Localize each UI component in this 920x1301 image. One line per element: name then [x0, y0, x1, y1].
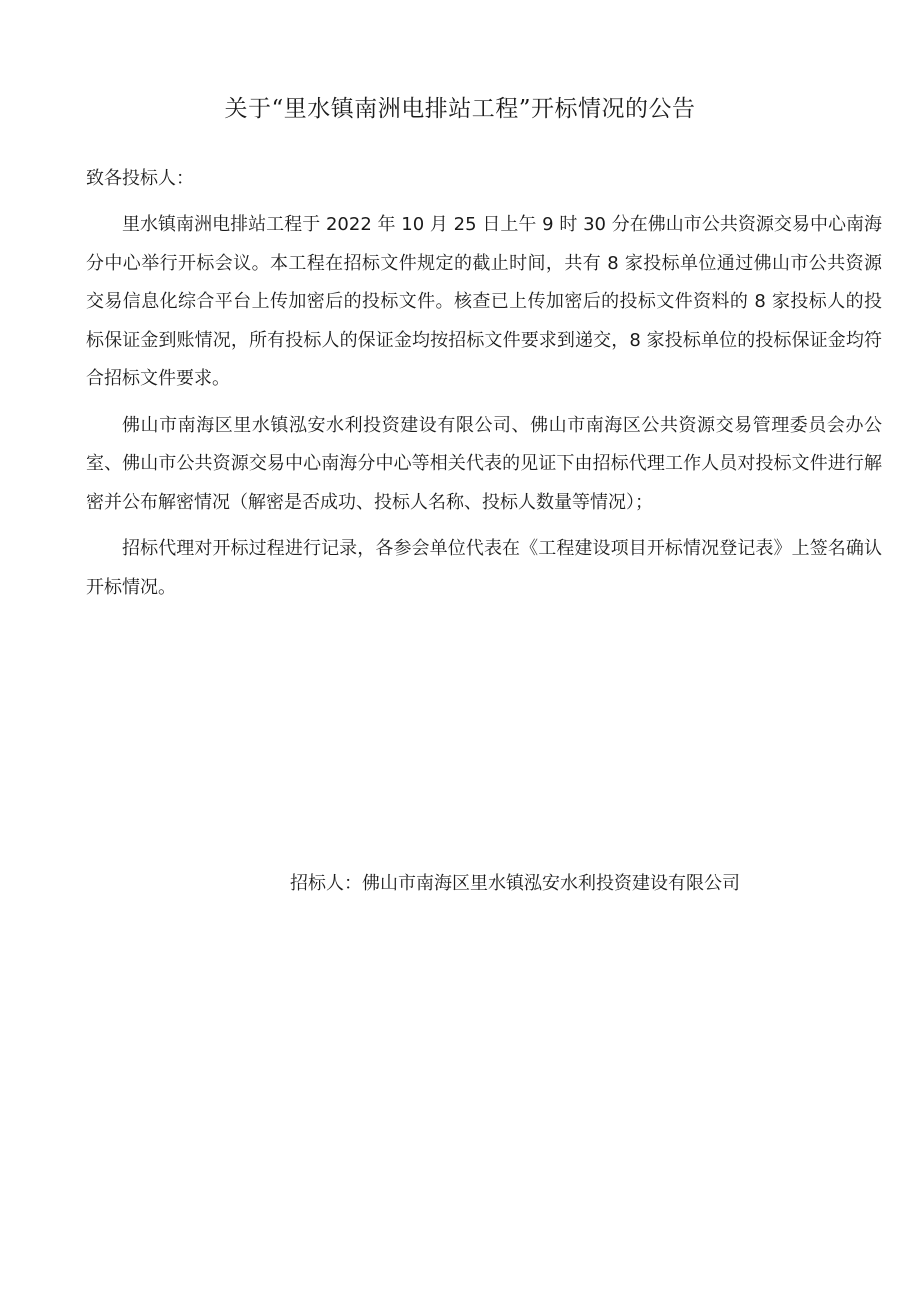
salutation: 致各投标人： [86, 168, 194, 189]
page-title: 关于“里水镇南洲电排站工程”开标情况的公告 [224, 96, 696, 122]
document-body [86, 160, 882, 607]
signature-line: 招标人：佛山市南海区里水镇泓安水利投资建设有限公司 [290, 873, 740, 894]
paragraph-gap [86, 399, 882, 407]
paragraph-gap [86, 198, 882, 206]
paragraph-decryption: 佛山市南海区里水镇泓安水利投资建设有限公司、佛山市南海区公共资源交易管理委员会办公室、佛山市公共资源交易中心南海分中心等相关代表的见证下由招标代理工作人员对投标文件进行解密并公布解密情况（解密是否成功、投标人名称、投标人数量等情况）； [86, 414, 882, 513]
paragraph-opening-details: 里水镇南洲电排站工程于 2022 年 10 月 25 日上午 9 时 30 分在佛山市公共资源交易中心南海分中心举行开标会议。本工程在招标文件规定的截止时间，共有 8 家投标单位通过佛山市公共资源交易信息化综合平台上传加密后的投标文件。核查已上传加密后的投标文件资料的 8 家投标人的投标保证金到账情况，所有投标人的保证金均按招标文件要求到递交，8 家投标单位的投标保证金均符合招标文件要求。 [86, 214, 882, 389]
paragraph-gap [86, 522, 882, 530]
paragraph-record: 招标代理对开标过程进行记录，各参会单位代表在《工程建设项目开标情况登记表》上签名确认开标情况。 [86, 538, 882, 598]
